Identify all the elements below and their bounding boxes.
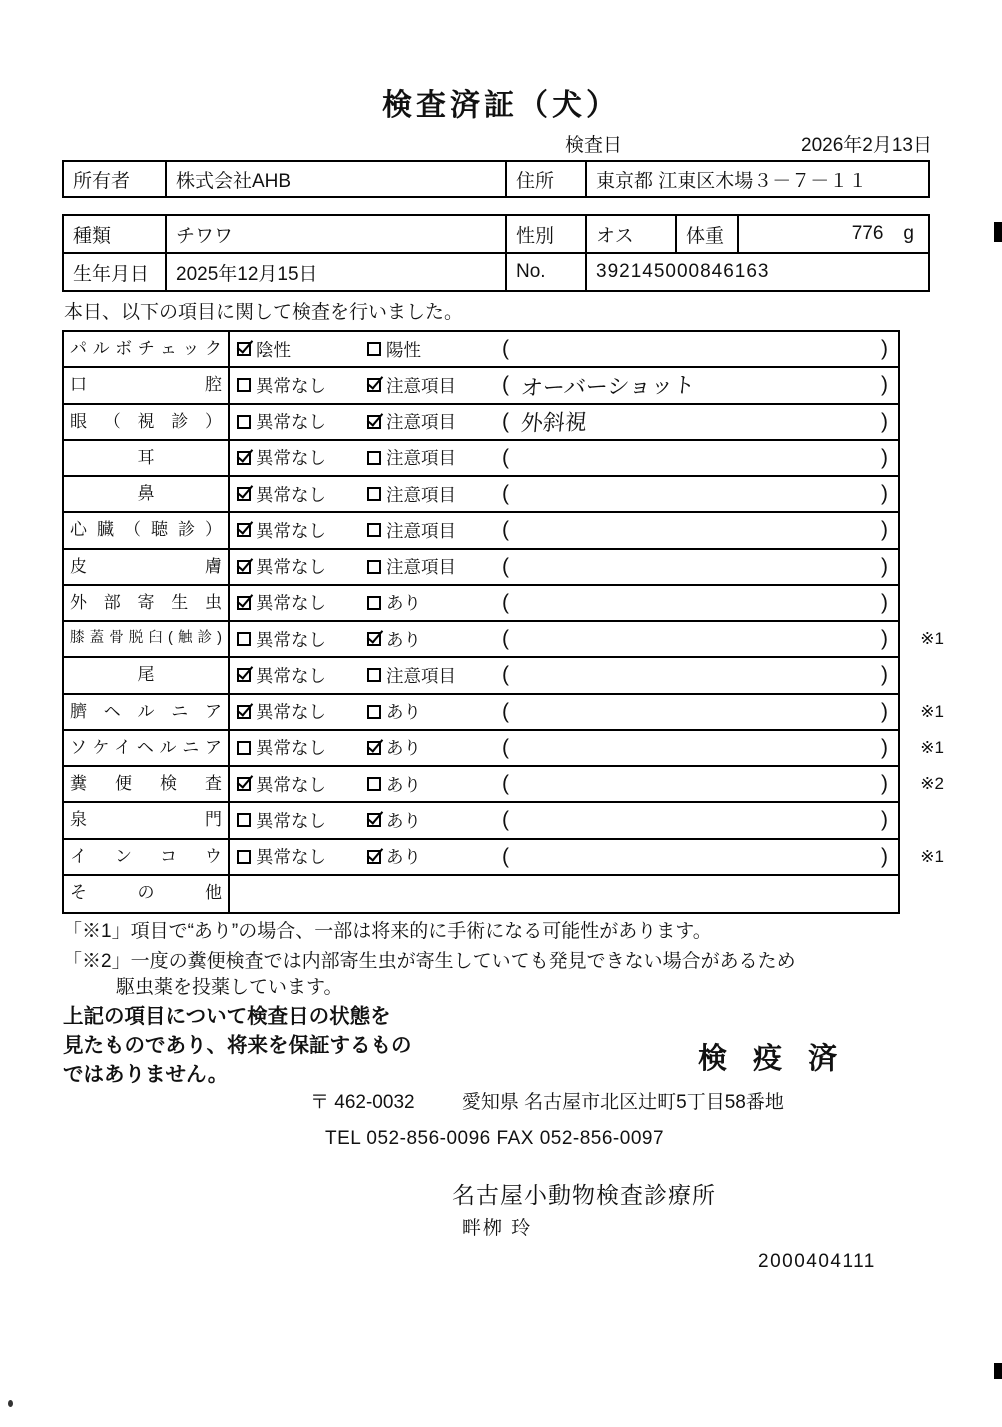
breed-value: チワワ — [167, 216, 507, 252]
weight-unit: g — [903, 223, 914, 244]
option-2-label: あり — [386, 629, 421, 650]
quarantine-done-stamp: 検 疫 済 — [698, 1043, 847, 1075]
option-2-label: あり — [386, 738, 421, 759]
pet-table-row-1 — [64, 216, 928, 254]
option-1-cell — [230, 840, 360, 874]
option-1-cell — [230, 876, 360, 912]
row-label: 外部寄生虫 — [64, 586, 230, 620]
clinic-tel-fax: TEL 052-856-0096 FAX 052-856-0097 — [325, 1128, 665, 1149]
option-2-label: 注意項目 — [386, 557, 456, 578]
option-1-cell — [230, 513, 360, 547]
option-2-cell — [360, 876, 492, 912]
option-2-label: あり — [386, 810, 421, 831]
option-1-label: 異常なし — [256, 847, 326, 868]
inspection-row — [64, 840, 944, 876]
finding-field — [492, 405, 898, 439]
open-paren: ( — [502, 772, 509, 796]
close-paren: ) — [881, 409, 888, 433]
option-2-label: 注意項目 — [386, 448, 456, 469]
checkbox-unchecked-icon — [367, 342, 381, 356]
checkbox-unchecked-icon — [237, 813, 251, 827]
option-2-label: 注意項目 — [386, 665, 456, 686]
option-1-label: 異常なし — [256, 629, 326, 650]
row-label: 尾 — [64, 658, 230, 692]
row-label: インコウ — [64, 840, 230, 874]
scan-artifact — [8, 1400, 13, 1407]
finding-field — [492, 550, 898, 584]
pet-table-row-2 — [64, 254, 928, 290]
weight-label: 体重 — [677, 216, 739, 252]
checkbox-checked-icon — [367, 415, 381, 429]
option-1-label: 異常なし — [256, 810, 326, 831]
inspection-table — [62, 330, 944, 914]
finding-field — [492, 441, 898, 475]
option-2-cell — [360, 513, 492, 547]
inspection-row — [64, 441, 898, 477]
row-label: 耳 — [64, 441, 230, 475]
close-paren: ) — [881, 337, 888, 361]
inspection-row — [64, 731, 944, 767]
id-number-value: 392145000846163 — [596, 261, 770, 282]
inspection-row — [64, 332, 898, 368]
option-1-label: 異常なし — [256, 375, 326, 396]
weight-value: 776 — [851, 223, 884, 244]
finding-field — [492, 368, 898, 402]
option-1-label: 異常なし — [256, 593, 326, 614]
disclaimer — [63, 1002, 412, 1089]
checkbox-unchecked-icon — [367, 560, 381, 574]
checkbox-unchecked-icon — [237, 378, 251, 392]
row-label: 臍ヘルニア — [64, 695, 230, 729]
row-label: 泉門 — [64, 803, 230, 837]
finding-field — [492, 658, 898, 692]
option-2-cell — [360, 477, 492, 511]
open-paren: ( — [502, 445, 509, 469]
option-2-cell — [360, 803, 492, 837]
checkbox-checked-icon — [237, 668, 251, 682]
option-1-cell — [230, 803, 360, 837]
inspection-row — [64, 622, 944, 658]
open-paren: ( — [502, 409, 509, 433]
option-1-cell — [230, 622, 360, 656]
close-paren: ) — [881, 554, 888, 578]
option-2-label: あり — [386, 702, 421, 723]
close-paren: ) — [881, 518, 888, 542]
close-paren: ) — [881, 663, 888, 687]
inspection-row — [64, 513, 898, 549]
footnote-2-continued: 駆虫薬を投薬しています。 — [116, 977, 343, 998]
option-1-label: 異常なし — [256, 520, 326, 541]
intro-text: 本日、以下の項目に関して検査を行いました。 — [64, 302, 464, 323]
clinic-address: 愛知県 名古屋市北区辻町5丁目58番地 — [461, 1092, 784, 1113]
option-1-cell — [230, 731, 360, 765]
option-2-cell — [360, 840, 492, 874]
option-2-cell — [360, 586, 492, 620]
inspection-date-value: 2026年2月13日 — [801, 135, 932, 156]
owner-label: 所有者 — [64, 162, 167, 196]
scan-artifact — [994, 222, 1002, 242]
inspection-row — [64, 695, 944, 731]
option-1-cell — [230, 550, 360, 584]
option-1-label: 異常なし — [256, 557, 326, 578]
checkbox-checked-icon — [367, 813, 381, 827]
option-2-cell — [360, 405, 492, 439]
close-paren: ) — [881, 627, 888, 651]
open-paren: ( — [502, 373, 509, 397]
address-value: 東京都 江東区木場３－７－１１ — [596, 170, 868, 192]
option-2-label: 注意項目 — [386, 412, 456, 433]
checkbox-unchecked-icon — [237, 850, 251, 864]
birthdate-value: 2025年12月15日 — [167, 254, 507, 290]
open-paren: ( — [502, 337, 509, 361]
option-2-label: 注意項目 — [386, 375, 456, 396]
row-label: 口腔 — [64, 368, 230, 402]
birthdate-label: 生年月日 — [64, 254, 167, 290]
option-2-label: あり — [386, 774, 421, 795]
row-reference-mark: ※1 — [920, 701, 944, 721]
open-paren: ( — [502, 482, 509, 506]
checkbox-checked-icon — [237, 451, 251, 465]
option-1-cell — [230, 586, 360, 620]
clinic-postal-code: 〒 462-0032 — [310, 1092, 415, 1113]
row-label: ソケイヘルニア — [64, 731, 230, 765]
option-2-label: あり — [386, 847, 421, 868]
option-1-cell — [230, 695, 360, 729]
option-1-cell — [230, 767, 360, 801]
option-1-cell — [230, 405, 360, 439]
finding-field — [492, 513, 898, 547]
option-2-cell — [360, 550, 492, 584]
checkbox-unchecked-icon — [367, 705, 381, 719]
inspection-row — [64, 803, 898, 839]
close-paren: ) — [881, 735, 888, 759]
finding-field — [492, 477, 898, 511]
option-1-label: 異常なし — [256, 774, 326, 795]
close-paren: ) — [881, 482, 888, 506]
open-paren: ( — [502, 590, 509, 614]
footnote-1: 「※1」項目で“あり”の場合、一部は将来的に手術になる可能性があります。 — [63, 921, 712, 942]
row-label: 皮膚 — [64, 550, 230, 584]
option-2-cell — [360, 332, 492, 366]
checkbox-checked-icon — [367, 850, 381, 864]
checkbox-checked-icon — [237, 523, 251, 537]
option-2-label: あり — [386, 593, 421, 614]
inspection-row — [64, 876, 898, 912]
inspection-date-row — [565, 130, 932, 157]
option-2-cell — [360, 695, 492, 729]
option-2-cell — [360, 622, 492, 656]
option-1-label: 異常なし — [256, 484, 326, 505]
row-label: 糞便検査 — [64, 767, 230, 801]
checkbox-unchecked-icon — [367, 777, 381, 791]
finding-field — [492, 332, 898, 366]
option-2-cell — [360, 767, 492, 801]
inspection-row — [64, 586, 898, 622]
checkbox-checked-icon — [237, 560, 251, 574]
row-label: 眼（視診） — [64, 405, 230, 439]
option-1-cell — [230, 477, 360, 511]
option-1-cell — [230, 332, 360, 366]
row-reference-mark: ※1 — [920, 846, 944, 866]
sex-value: オス — [587, 216, 677, 252]
option-2-cell — [360, 731, 492, 765]
open-paren: ( — [502, 699, 509, 723]
row-label: 膝蓋骨脱臼(触診) — [64, 622, 230, 656]
checkbox-checked-icon — [237, 487, 251, 501]
open-paren: ( — [502, 627, 509, 651]
clinic-postal-line — [310, 1087, 784, 1114]
finding-field — [492, 622, 898, 656]
row-reference-mark: ※1 — [920, 629, 944, 648]
close-paren: ) — [881, 844, 888, 868]
finding-field — [492, 695, 898, 729]
clinic-name: 名古屋小動物検査診療所 — [452, 1182, 716, 1208]
close-paren: ) — [881, 373, 888, 397]
checkbox-checked-icon — [237, 342, 251, 356]
open-paren: ( — [502, 554, 509, 578]
checkbox-unchecked-icon — [237, 415, 251, 429]
weight-value-cell — [739, 216, 928, 252]
checkbox-unchecked-icon — [367, 668, 381, 682]
document-title: 検査済証（犬） — [382, 89, 620, 122]
inspection-row — [64, 405, 898, 441]
finding-field — [492, 803, 898, 837]
checkbox-unchecked-icon — [367, 451, 381, 465]
finding-field — [492, 731, 898, 765]
pet-table — [62, 214, 930, 292]
inspection-row — [64, 658, 898, 694]
open-paren: ( — [502, 735, 509, 759]
checkbox-checked-icon — [237, 777, 251, 791]
close-paren: ) — [881, 772, 888, 796]
inspection-row — [64, 767, 944, 803]
finding-value: 外斜視 — [519, 409, 589, 436]
checkbox-unchecked-icon — [367, 487, 381, 501]
footnote-2: 「※2」一度の糞便検査では内部寄生虫が寄生していても発見できない場合があるため — [63, 951, 796, 972]
address-label: 住所 — [507, 162, 587, 196]
owner-value: 株式会社AHB — [167, 162, 507, 196]
option-2-label: 注意項目 — [386, 520, 456, 541]
checkbox-unchecked-icon — [237, 741, 251, 755]
scan-artifact — [994, 1363, 1002, 1379]
finding-field — [492, 876, 898, 912]
disclaimer-line-3: ではありません。 — [63, 1063, 229, 1086]
row-label: その他 — [64, 876, 230, 912]
checkbox-checked-icon — [237, 705, 251, 719]
option-2-cell — [360, 658, 492, 692]
finding-field — [492, 586, 898, 620]
breed-label: 種類 — [64, 216, 167, 252]
close-paren: ) — [881, 699, 888, 723]
checkbox-checked-icon — [367, 632, 381, 646]
close-paren: ) — [881, 808, 888, 832]
option-1-label: 異常なし — [256, 665, 326, 686]
option-1-label: 異常なし — [256, 448, 326, 469]
row-label: 鼻 — [64, 477, 230, 511]
owner-table — [62, 160, 930, 198]
inspection-row — [64, 477, 898, 513]
option-2-cell — [360, 441, 492, 475]
checkbox-unchecked-icon — [367, 523, 381, 537]
disclaimer-line-1: 上記の項目について検査日の状態を — [63, 1005, 391, 1028]
id-number-label: No. — [507, 254, 587, 290]
option-1-label: 陰性 — [256, 339, 291, 360]
option-2-label: 陽性 — [386, 339, 421, 360]
close-paren: ) — [881, 590, 888, 614]
inspection-row — [64, 368, 898, 404]
close-paren: ) — [881, 445, 888, 469]
row-reference-mark: ※1 — [920, 737, 944, 757]
open-paren: ( — [502, 663, 509, 687]
option-1-cell — [230, 441, 360, 475]
finding-field — [492, 767, 898, 801]
finding-field — [492, 840, 898, 874]
checkbox-checked-icon — [367, 741, 381, 755]
option-2-label: 注意項目 — [386, 484, 456, 505]
option-1-label: 異常なし — [256, 738, 326, 759]
finding-value: オーバーショット — [519, 372, 697, 401]
sex-label: 性別 — [507, 216, 587, 252]
open-paren: ( — [502, 808, 509, 832]
veterinarian-name: 畔栁 玲 — [462, 1218, 533, 1239]
option-2-cell — [360, 368, 492, 402]
option-1-cell — [230, 658, 360, 692]
open-paren: ( — [502, 518, 509, 542]
disclaimer-line-2: 見たものであり、将来を保証するもの — [63, 1034, 412, 1057]
checkbox-checked-icon — [237, 596, 251, 610]
owner-table-row — [64, 162, 928, 196]
inspection-date-label: 検査日 — [565, 135, 623, 156]
inspection-row — [64, 550, 898, 586]
checkbox-unchecked-icon — [237, 632, 251, 646]
open-paren: ( — [502, 844, 509, 868]
checkbox-unchecked-icon — [367, 596, 381, 610]
option-1-cell — [230, 368, 360, 402]
row-label: パルボチェック — [64, 332, 230, 366]
option-1-label: 異常なし — [256, 412, 326, 433]
document-number: 2000404111 — [758, 1251, 876, 1272]
row-label: 心臓（聴診） — [64, 513, 230, 547]
checkbox-checked-icon — [367, 378, 381, 392]
row-reference-mark: ※2 — [920, 774, 944, 793]
option-1-label: 異常なし — [256, 702, 326, 723]
